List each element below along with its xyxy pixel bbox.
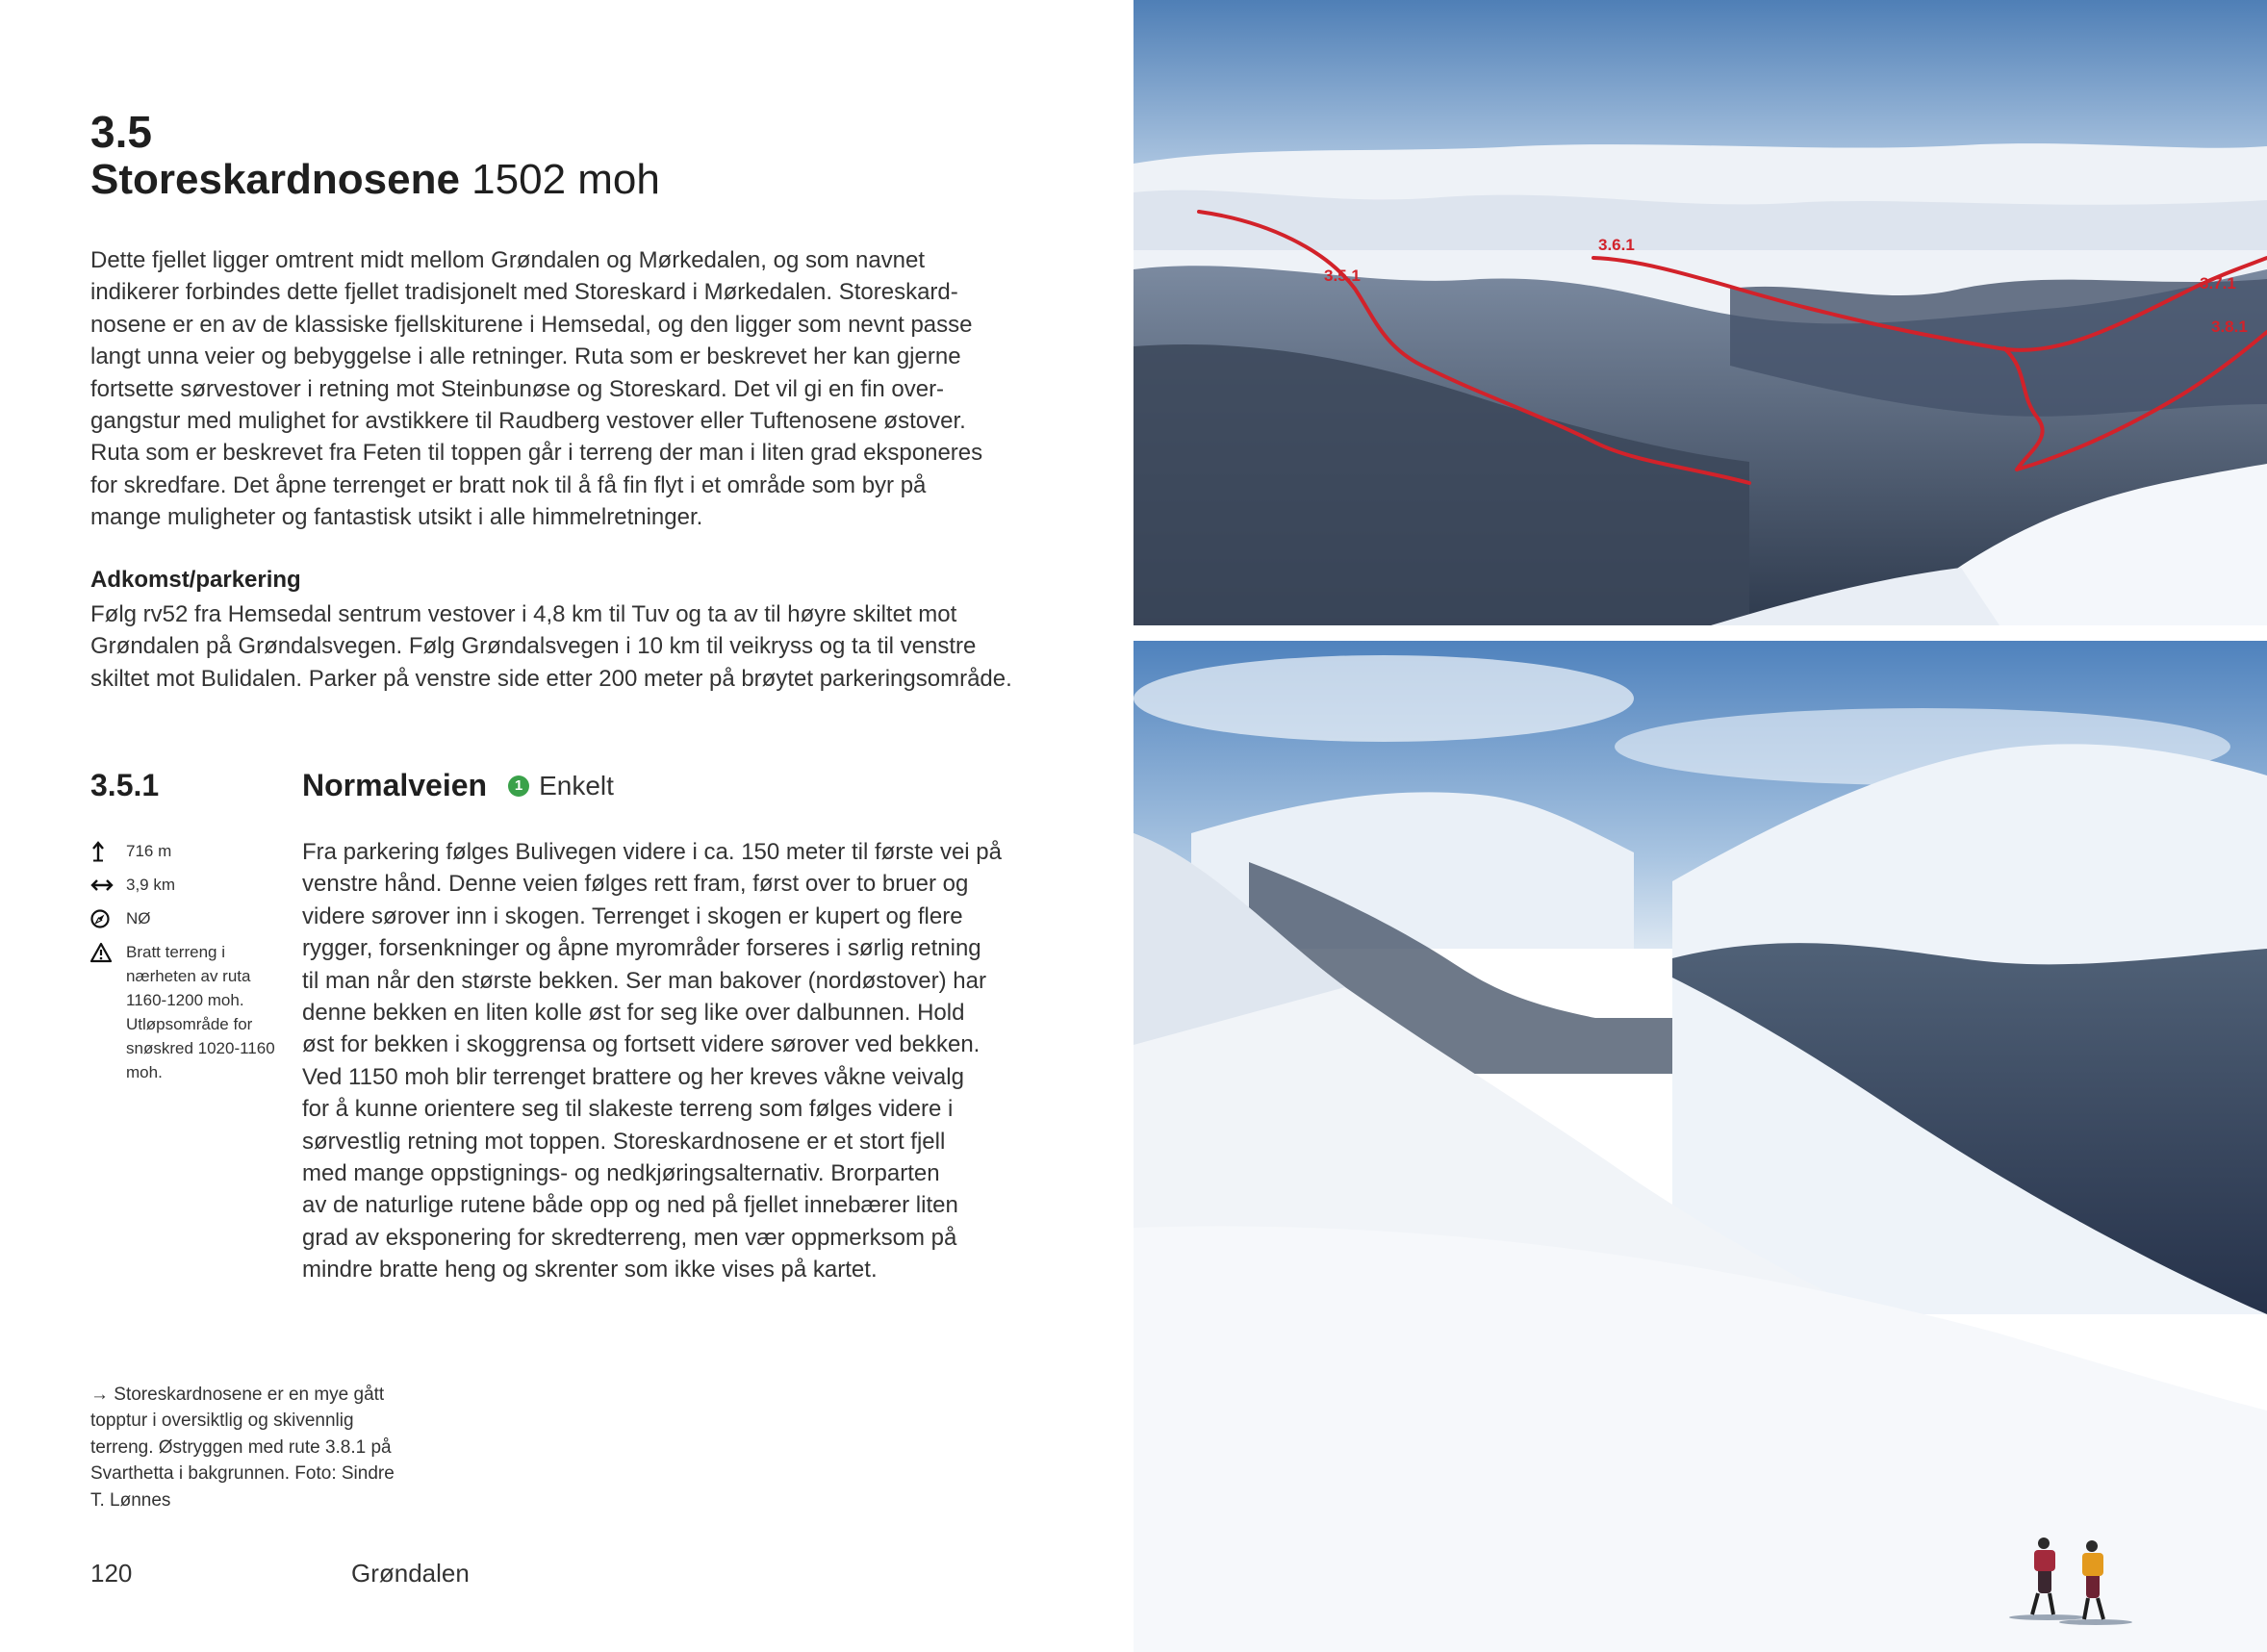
route-line: denne bekken en liten kolle øst for seg like over dalbunnen. Hold [302,1000,965,1027]
valley-skiers-photo [1134,641,2267,1652]
aerial-photo-illustration [1134,0,2267,625]
route-line: rygger, forsenkninger og åpne myrområder forseres i sørlig retning [302,935,981,962]
route-line: grad av eksponering for skredterreng, men vær oppmerksom på [302,1224,957,1251]
section-title [90,156,660,204]
compass-icon [90,908,114,929]
intro-text [90,244,983,534]
route-line: til man når den største bekken. Ser man bakover (nordøstover) har [302,967,986,994]
caption-line: terreng. Østryggen med rute 3.8.1 på [90,1436,392,1458]
route-line: med mange oppstignings- og nedkjøringsalternativ. Brorparten [302,1160,940,1187]
warning-line: Utløpsområde for [126,1015,253,1033]
route-label-3-8-1: 3.8.1 [2211,318,2248,336]
route-label-3-7-1: 3.7.1 [2200,274,2236,292]
caption-line: → Storeskardnosene er en mye gått [90,1385,385,1405]
route-line: av de naturlige rutene både opp og ned på fjellet innebærer liten [302,1192,958,1219]
fact-warning [90,940,283,1084]
adkomst-text [90,598,1012,695]
route-line: venstre hånd. Denne veien følges rett fram, først over to bruer og [302,871,969,898]
section-name: Storeskardnosene [90,156,460,203]
difficulty-badge: 1 [508,775,529,797]
intro-line: fortsette sørvestover i retning mot Steinbunøse og Storeskard. Det vil gi en fin over- [90,375,945,402]
section-number: 3.5 [90,107,152,157]
intro-line: Ruta som er beskrevet fra Feten til toppen går i terreng der man i liten grad eksponeres [90,440,983,467]
route-line: øst for bekken i skoggrensa og fortsett videre sørover ved bekken. [302,1031,981,1058]
valley-photo-illustration [1134,641,2267,1652]
route-line: mindre bratte heng og skrenter som ikke vises på kartet. [302,1257,878,1283]
adkomst-heading: Adkomst/parkering [90,567,301,593]
adkomst-line: Følg rv52 fra Hemsedal sentrum vestover i 4,8 km til Tuv og ta av til høyre skiltet mot [90,601,957,627]
aerial-route-photo [1134,0,2267,625]
fact-aspect [90,906,283,930]
caption-line: T. Lønnes [90,1489,171,1511]
aspect-value: NØ [126,909,151,928]
route-description [302,836,1002,1286]
intro-line: nosene er en av de klassiske fjellskiturene i Hemsedal, og den ligger som nevnt passe [90,311,973,338]
caption-line: Svarthetta i bakgrunnen. Foto: Sindre [90,1463,395,1485]
section-elevation: 1502 moh [471,156,660,203]
route-line: for å kunne orientere seg til slakeste terreng som følges videre i [302,1096,954,1123]
intro-line: mange muligheter og fantastisk utsikt i alle himmelretninger. [90,504,703,531]
fact-distance [90,873,283,897]
route-number: 3.5.1 [90,768,160,802]
route-label-3-5-1: 3.5.1 [1324,267,1361,285]
route-line: Fra parkering følges Bulivegen videre i ca. 150 meter til første vei på [302,839,1002,865]
ascent-icon [90,841,114,862]
route-line: videre sørover inn i skogen. Terrenget i skogen er kupert og flere [302,902,963,929]
warning-line: nærheten av ruta [126,967,251,985]
route-line: Ved 1150 moh blir terrenget brattere og her kreves våkne veivalg [302,1063,964,1090]
route-label-3-6-1: 3.6.1 [1598,236,1635,254]
route-line: sørvestlig retning mot toppen. Storeskardnosene er et stort fjell [302,1128,946,1155]
adkomst-line: Grøndalen på Grøndalsvegen. Følg Grøndalsvegen i 10 km til veikryss og ta til venstre [90,633,977,660]
fact-ascent [90,839,283,863]
difficulty-label: Enkelt [539,770,614,801]
caption-line: topptur i oversiktlig og skivennlig [90,1411,354,1432]
warning-line: moh. [126,1063,163,1081]
warning-line: snøskred 1020-1160 [126,1039,275,1057]
intro-line: indikerer forbindes dette fjellet tradisjonelt med Storeskard i Mørkedalen. Storeskard- [90,279,958,306]
route-title [302,768,614,803]
ascent-value: 716 m [126,842,172,860]
distance-icon [90,875,114,896]
route-facts [90,839,283,1094]
warning-line: Bratt terreng i [126,943,225,961]
page-number: 120 [90,1559,133,1588]
intro-line: Dette fjellet ligger omtrent midt mellom Grøndalen og Mørkedalen, og som navnet [90,247,926,273]
intro-line: for skredfare. Det åpne terrenget er bratt nok til å få fin flyt i et område som byr på [90,471,927,498]
distance-value: 3,9 km [126,876,176,894]
intro-line: gangstur med mulighet for avstikkere til Raudberg vestover eller Tuftenosene østover. [90,408,966,435]
warning-line: 1160-1200 moh. [126,991,244,1009]
route-name: Normalveien [302,768,488,802]
warning-icon [90,942,114,963]
adkomst-line: skiltet mot Bulidalen. Parker på venstre side etter 200 meter på brøytet parkeringsområde. [90,665,1012,692]
chapter-name: Grøndalen [351,1559,470,1588]
photo-caption [90,1382,427,1513]
intro-line: langt unna veier og bebyggelse i alle retninger. Ruta som er beskrevet her kan gjerne [90,343,961,370]
